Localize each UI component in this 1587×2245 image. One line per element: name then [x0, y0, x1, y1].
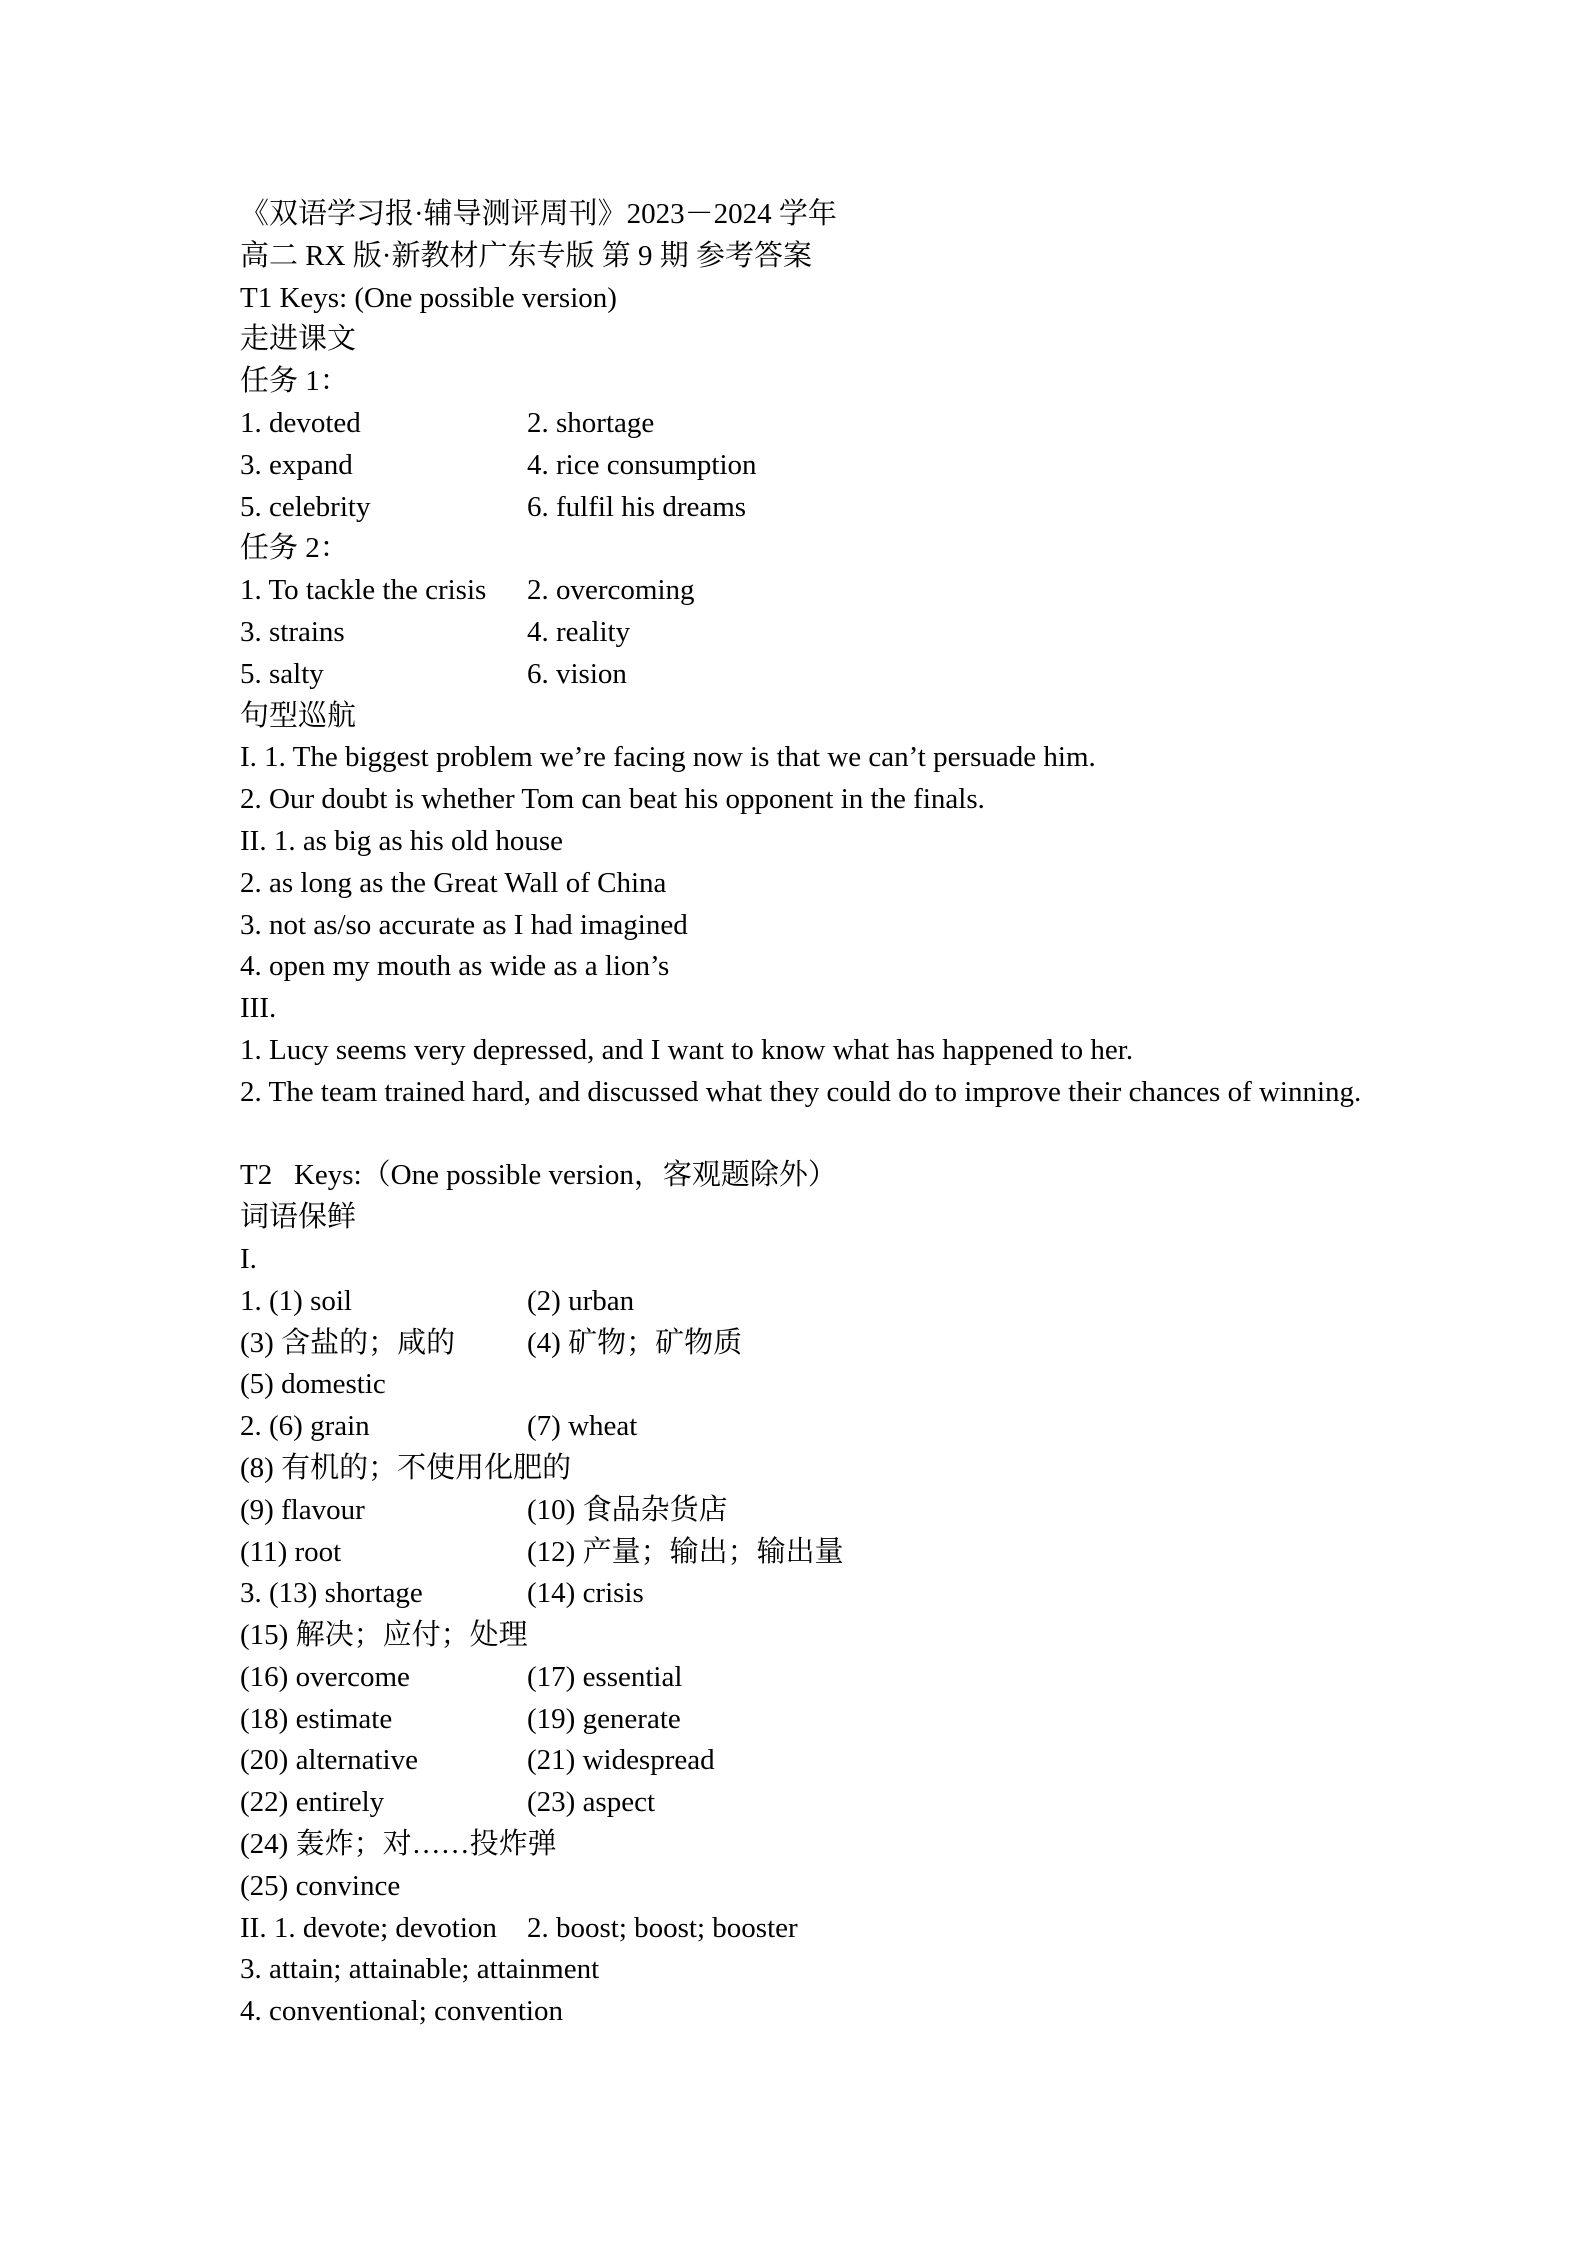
answer-left: 3. strains	[240, 615, 345, 648]
text-line: 4. open my mouth as wide as a lion’s	[240, 950, 670, 983]
answer-right: (21) widespread	[527, 1744, 715, 1777]
answer-right: 2. boost; boost; booster	[527, 1911, 798, 1944]
text-line: 2. as long as the Great Wall of China	[240, 866, 667, 899]
text-line: 词语保鲜	[240, 1201, 357, 1234]
answer-left: (16) overcome	[240, 1660, 410, 1693]
answer-left: 5. salty	[240, 657, 324, 690]
answer-left: (22) entirely	[240, 1786, 385, 1819]
answer-right: (7) wheat	[527, 1410, 638, 1443]
text-line: 任务 2：	[240, 532, 349, 565]
answer-left: 5. celebrity	[240, 490, 371, 523]
answer-row	[240, 1573, 1520, 1615]
answer-row	[240, 1657, 1520, 1699]
answer-right: 2. overcoming	[527, 574, 695, 607]
answer-right: 4. reality	[527, 615, 631, 648]
document-lines	[240, 194, 1520, 2033]
answer-right: (19) generate	[527, 1702, 681, 1735]
answer-row	[240, 1782, 1520, 1824]
text-line: (25) convince	[240, 1869, 401, 1902]
text-line: 3. not as/so accurate as I had imagined	[240, 908, 688, 941]
text-line: 《双语学习报·辅导测评周刊》2023－2024 学年	[240, 198, 837, 230]
text-line: 3. attain; attainable; attainment	[240, 1953, 600, 1986]
text-line: (15) 解决；应付；处理	[240, 1619, 528, 1652]
answer-row	[240, 1323, 1520, 1365]
answer-row	[240, 487, 1520, 529]
text-line: I. 1. The biggest problem we’re facing now is that we can’t persuade him.	[240, 741, 1096, 774]
answer-row	[240, 1699, 1520, 1741]
answer-row	[240, 1740, 1520, 1782]
answer-left: (11) root	[240, 1535, 342, 1568]
answer-right: 4. rice consumption	[527, 448, 757, 481]
answer-right: (17) essential	[527, 1660, 683, 1693]
answer-row	[240, 1281, 1520, 1323]
answer-right: 6. vision	[527, 657, 627, 690]
answer-right: (14) crisis	[527, 1577, 644, 1610]
text-line: I.	[240, 1242, 257, 1275]
answer-right: (23) aspect	[527, 1786, 656, 1819]
answer-left: 3. (13) shortage	[240, 1577, 423, 1610]
answer-row	[240, 1490, 1520, 1532]
answer-row	[240, 445, 1520, 487]
text-line: II. 1. as big as his old house	[240, 824, 563, 857]
answer-left: 3. expand	[240, 448, 353, 481]
answer-left: (9) flavour	[240, 1493, 365, 1526]
answer-right: 2. shortage	[527, 406, 655, 439]
text-line: (5) domestic	[240, 1368, 386, 1401]
text-line: T2 Keys:（One possible version，客观题除外）	[240, 1159, 837, 1192]
text-line: III.	[240, 992, 277, 1025]
answer-row	[240, 1908, 1520, 1950]
answer-left: II. 1. devote; devotion	[240, 1911, 497, 1944]
answer-right: (2) urban	[527, 1284, 635, 1317]
answer-left: 1. To tackle the crisis	[240, 574, 487, 607]
answer-row	[240, 612, 1520, 654]
text-line: 任务 1：	[240, 365, 349, 398]
blank-line	[240, 1114, 1520, 1156]
answer-left: 1. devoted	[240, 406, 361, 439]
answer-row	[240, 570, 1520, 612]
answer-left: (18) estimate	[240, 1702, 393, 1735]
answer-left: 1. (1) soil	[240, 1284, 352, 1317]
answer-right: (10) 食品杂货店	[527, 1493, 728, 1526]
answer-left: (20) alternative	[240, 1744, 418, 1777]
text-line: 1. Lucy seems very depressed, and I want to know what has happened to her.	[240, 1033, 1134, 1066]
answer-right: 6. fulfil his dreams	[527, 490, 747, 523]
text-line: (8) 有机的；不使用化肥的	[240, 1451, 572, 1484]
answer-row	[240, 403, 1520, 445]
text-line: 2. The team trained hard, and discussed what they could do to improve their chances of winning.	[240, 1075, 1362, 1108]
text-line: T1 Keys: (One possible version)	[240, 281, 617, 314]
text-line: (24) 轰炸；对……投炸弹	[240, 1828, 557, 1861]
answer-row	[240, 654, 1520, 696]
answer-right: (12) 产量；输出；输出量	[527, 1535, 844, 1568]
answer-left: (3) 含盐的；咸的	[240, 1326, 456, 1359]
answer-left: 2. (6) grain	[240, 1410, 370, 1443]
answer-right: (4) 矿物；矿物质	[527, 1326, 743, 1359]
text-line: 走进课文	[240, 323, 357, 356]
text-line: 2. Our doubt is whether Tom can beat his opponent in the finals.	[240, 783, 985, 816]
text-line: 4. conventional; convention	[240, 1995, 563, 2028]
text-line: 高二 RX 版·新教材广东专版 第 9 期 参考答案	[240, 239, 812, 272]
answer-row	[240, 1532, 1520, 1574]
text-line: 句型巡航	[240, 699, 357, 732]
answer-row	[240, 1406, 1520, 1448]
